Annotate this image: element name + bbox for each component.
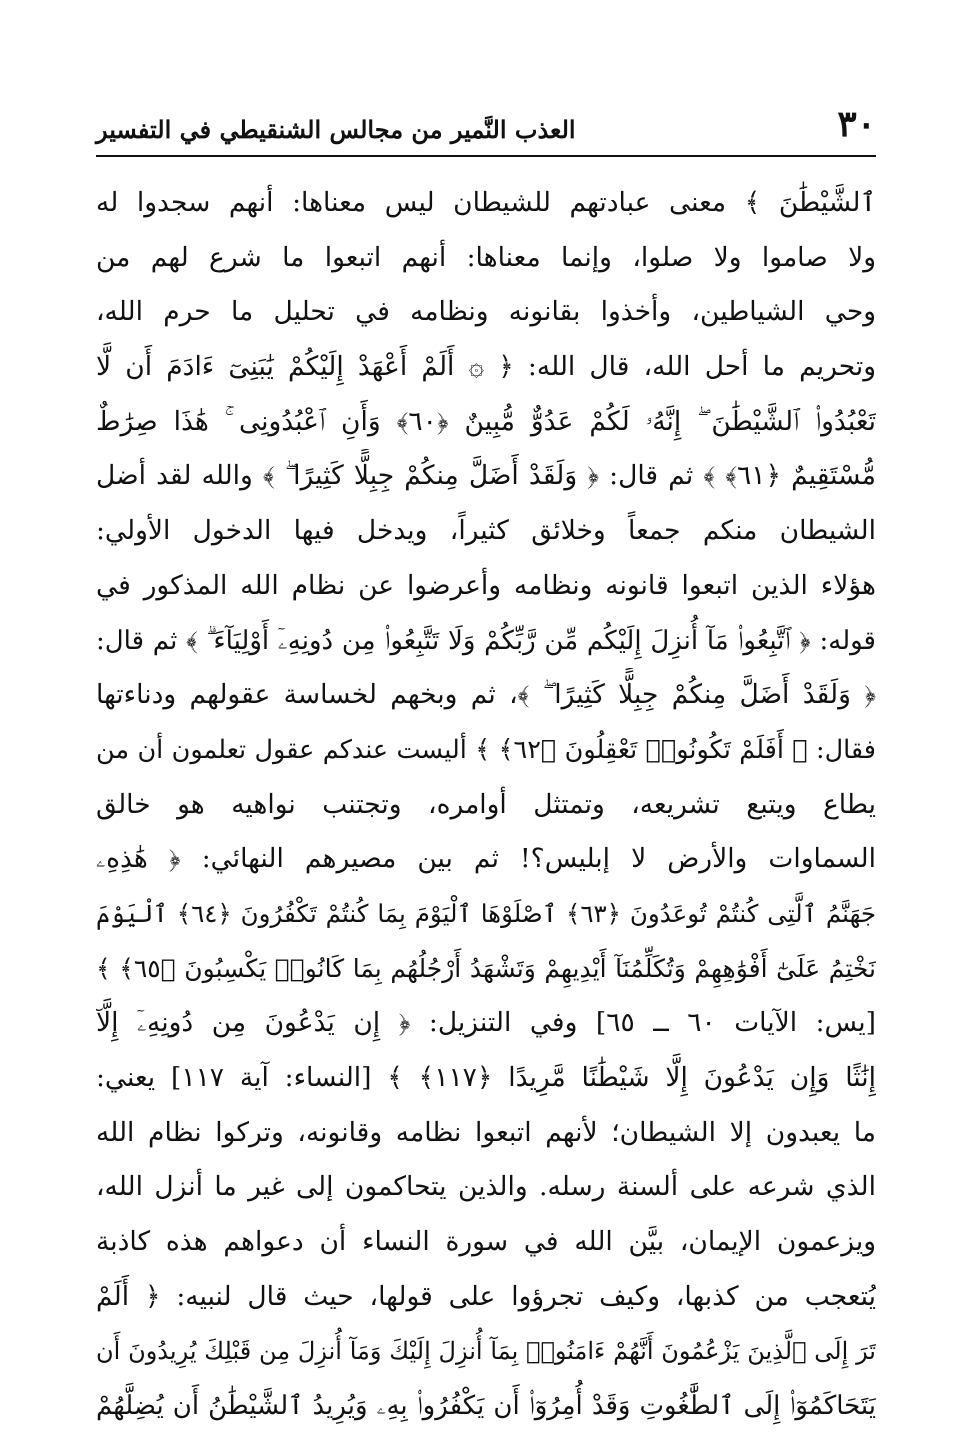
running-title: العذب النَّمير من مجالس الشنقيطي في التفسير [96,115,576,144]
text-line: تَرَ إِلَى ٱلَّذِينَ يَزْعُمُونَ أَنَّهُمْ ءَامَنُوا۟ بِمَآ أُنزِلَ إِلَيْكَ وَمَآ أُنزِلَ مِن قَبْلِكَ يُرِيدُونَ أَن [96,1337,876,1366]
text-line: السماوات والأرض لا إبليس؟! ثم بين مصيرهم النهائي: ﴿ هَٰذِهِۦ [96,843,876,875]
text-line: ٱلشَّيْطَٰنَ ﴾ معنى عبادتهم للشيطان ليس معناها: أنهم سجدوا له [96,187,876,218]
text-line: وتحريم ما أحل الله، قال الله: ﴿ ۞ أَلَمْ أَعْهَدْ إِلَيْكُمْ يَٰبَنِىٓ ءَادَمَ أَن لَّا [96,351,876,383]
text-line: نَخْتِمُ عَلَىٰٓ أَفْوَٰهِهِمْ وَتُكَلِّمُنَآ أَيْدِيهِمْ وَتَشْهَدُ أَرْجُلُهُم بِمَا كَانُوا۟ يَكْسِبُونَ ﴿٦٥﴾ ﴾ [96,953,876,983]
text-line: الذي شرعه على ألسنة رسله. والذين يتحاكمون إلى غير ما أنزل الله، [96,1171,876,1203]
text-line: يُتعجب من كذبها، وكيف تجرؤوا على قولها، حيث قال لنبيه: ﴿ أَلَمْ [96,1280,876,1312]
text-line: جَهَنَّمُ ٱلَّتِى كُنتُمْ تُوعَدُونَ ﴿٦٣﴾ ٱصْلَوْهَا ٱلْيَوْمَ بِمَا كُنتُمْ تَكْفُرُونَ ﴿٦٤﴾ ٱلْيَوْمَ [96,898,876,928]
body-text [96,176,876,1434]
text-line: ولا صاموا ولا صلوا، وإنما معناها: أنهم اتبعوا ما شرع لهم من [96,241,876,273]
text-line: قوله: ﴿ ٱتَّبِعُوا۟ مَآ أُنزِلَ إِلَيْكُم مِّن رَّبِّكُمْ وَلَا تَتَّبِعُوا۟ مِن دُونِهِۦٓ أَوْلِيَآءَ ۗ ﴾ ثم قال: [96,625,876,656]
text-line: هؤلاء الذين اتبعوا قانونه ونظامه وأعرضوا عن نظام الله المذكور في [96,569,876,601]
text-line: مُّسْتَقِيمٌ ﴿٦١﴾ ﴾ ثم قال: ﴿ وَلَقَدْ أَضَلَّ مِنكُمْ جِبِلًّا كَثِيرًا ۖ ﴾ والله لقد أضل [96,460,876,492]
header-divider [96,155,876,157]
text-line: ﴿ وَلَقَدْ أَضَلَّ مِنكُمْ جِبِلًّا كَثِيرًا ۖ ﴾، ثم وبخهم لخساسة عقولهم ودناءتها [96,679,876,711]
text-line: ويزعمون الإيمان، بيَّن الله في سورة النساء أن دعواهم هذه كاذبة [96,1226,876,1258]
text-line: فقال: ﴿ أَفَلَمْ تَكُونُوا۟ تَعْقِلُونَ ﴿٦٢﴾ ﴾ أليست عندكم عقول تعلمون أن من [96,734,876,765]
text-line: الشيطان منكم جمعاً وخلائق كثيراً، ويدخل فيها الدخول الأولي: [96,515,876,547]
text-line: إِنَٰثًا وَإِن يَدْعُونَ إِلَّا شَيْطَٰنًا مَّرِيدًا ﴿١١٧﴾ ﴾ [النساء: آية ١١٧] يعني: [96,1062,876,1093]
page-number: ٣٠ [837,103,876,145]
page-header [96,96,876,156]
text-line: تَعْبُدُوا۟ ٱلشَّيْطَٰنَ ۖ إِنَّهُۥ لَكُمْ عَدُوٌّ مُّبِينٌ ﴿٦٠﴾ وَأَنِ ٱعْبُدُونِى ۚ هَٰذَا صِرَٰطٌ [96,405,876,437]
text-line: [يس: الآيات ٦٠ ــ ٦٥] وفي التنزيل: ﴿ إِن يَدْعُونَ مِن دُونِهِۦٓ إِلَّآ [96,1007,876,1039]
text-line: يطاع ويتبع تشريعه، وتمتثل أوامره، وتجتنب نواهيه هو خالق [96,788,876,820]
text-line: يَتَحَاكَمُوٓا۟ إِلَى ٱلطَّٰغُوتِ وَقَدْ أُمِرُوٓا۟ أَن يَكْفُرُوا۟ بِهِۦ وَيُرِيدُ ٱلشَّيْطَٰنُ أَن يُضِلَّهُمْ [96,1391,876,1422]
text-line: وحي الشياطين، وأخذوا بقانونه ونظامه في تحليل ما حرم الله، [96,296,876,328]
text-line: ما يعبدون إلا الشيطان؛ لأنهم اتبعوا نظامه وقانونه، وتركوا نظام الله [96,1116,876,1148]
